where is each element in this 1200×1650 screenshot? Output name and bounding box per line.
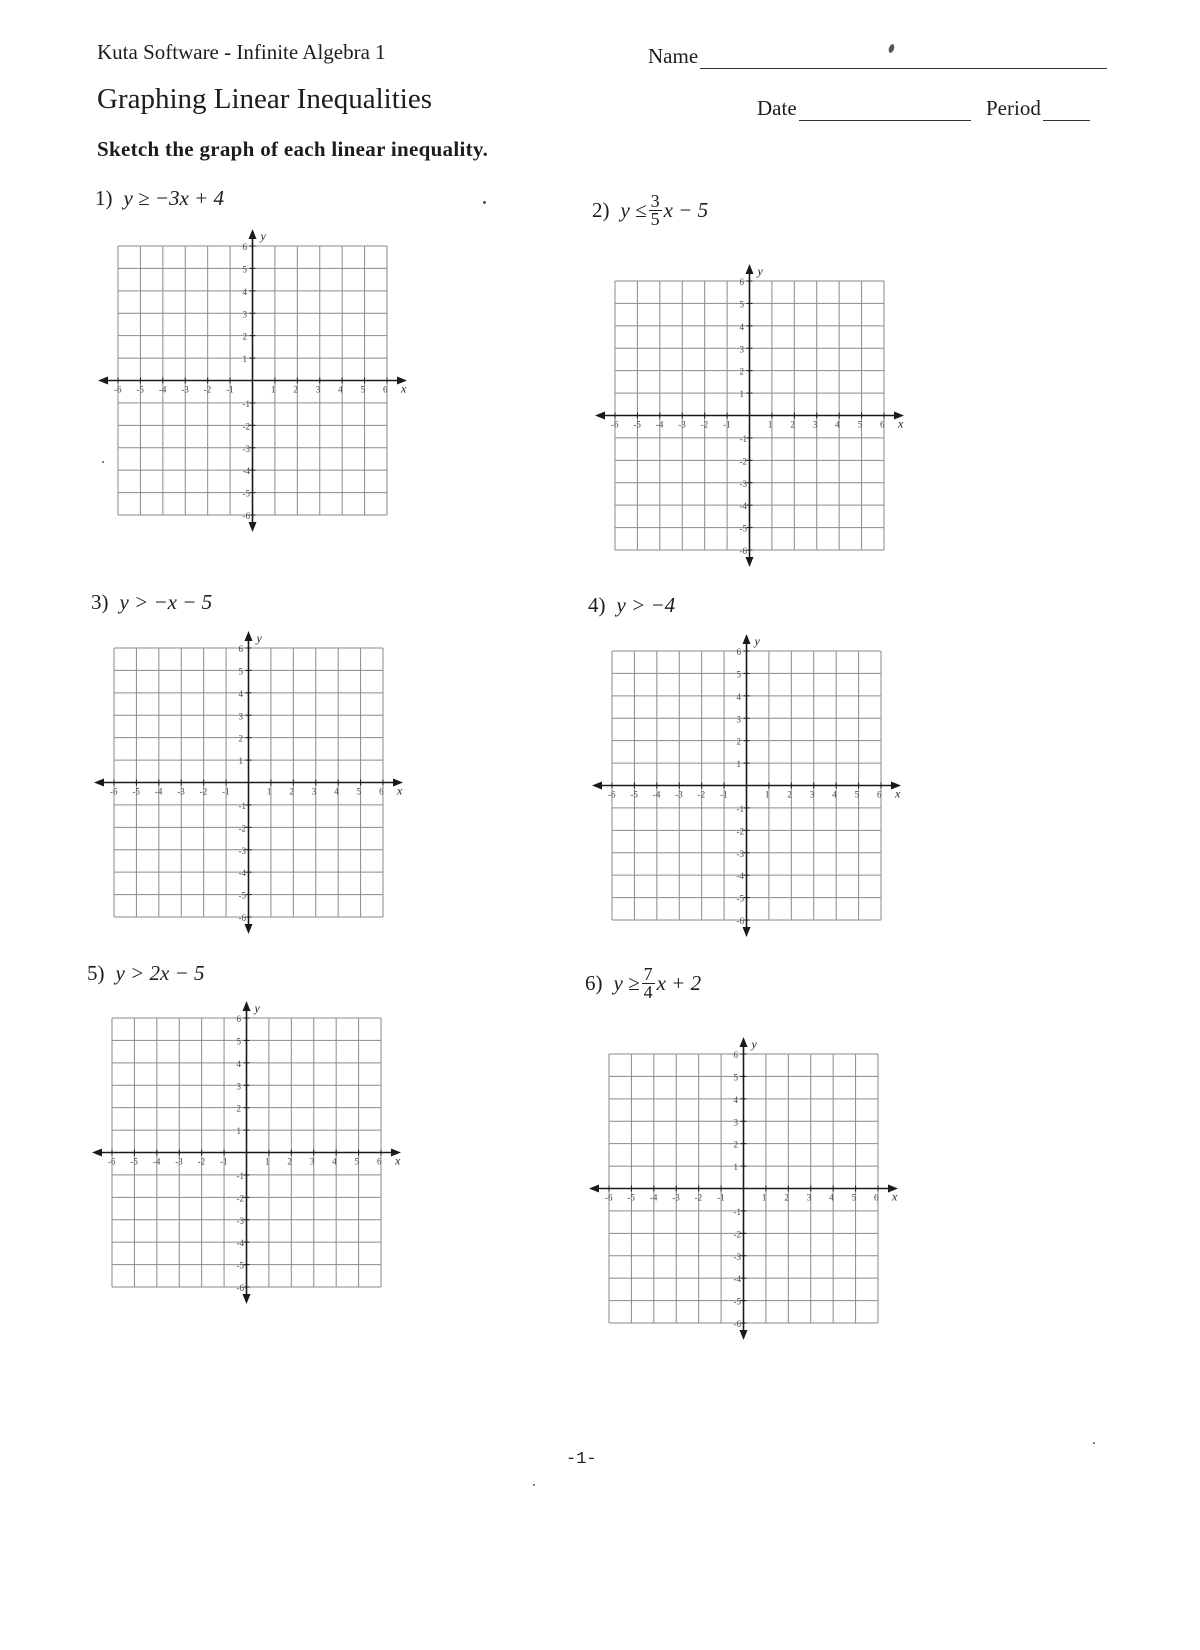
problem-4 — [588, 593, 675, 618]
x-tick-label: 6 — [874, 1192, 879, 1203]
y-tick-label: 6 — [238, 644, 243, 654]
x-tick-label: 3 — [809, 789, 815, 800]
y-tick-label: 2 — [739, 366, 744, 377]
name-line[interactable] — [700, 46, 1107, 69]
y-axis-label: y — [256, 631, 262, 645]
x-tick-label: -3 — [177, 786, 185, 797]
x-tick-label: 3 — [812, 419, 818, 430]
x-tick-label: -3 — [678, 419, 686, 430]
problem-number: 2) — [592, 198, 610, 222]
x-tick-label: -2 — [697, 789, 706, 800]
page-number: -1- — [566, 1450, 597, 1469]
x-tick-label: 6 — [880, 419, 885, 430]
y-axis-arrow-up — [249, 229, 257, 239]
y-axis-arrow-up — [243, 1001, 251, 1011]
x-tick-label: 3 — [315, 384, 321, 395]
period-label: Period — [986, 96, 1041, 120]
scan-speck — [1093, 1442, 1095, 1444]
y-tick-label: 5 — [733, 1072, 738, 1083]
y-tick-label: 1 — [236, 1126, 241, 1137]
x-axis-label: x — [895, 786, 901, 801]
y-tick-label: -2 — [236, 1193, 244, 1204]
y-tick-label: -5 — [242, 488, 250, 499]
x-tick-label: -5 — [136, 384, 144, 395]
y-axis-arrow-up — [740, 1037, 748, 1047]
instructions: Sketch the graph of each linear inequality. — [97, 137, 489, 161]
coordinate-plane — [96, 228, 415, 535]
y-tick-label: -6 — [736, 916, 744, 926]
problem-3 — [91, 590, 212, 615]
fraction — [642, 966, 655, 1001]
inequality: y ≥ — [613, 971, 640, 995]
coordinate-plane — [593, 263, 912, 570]
fraction-denominator: 5 — [650, 209, 660, 229]
x-tick-label: 2 — [293, 384, 298, 395]
x-tick-label: -3 — [675, 789, 683, 800]
x-tick-label: 1 — [761, 1192, 767, 1203]
fraction-denominator: 4 — [643, 982, 653, 1002]
fraction — [649, 193, 662, 228]
worksheet-title: Graphing Linear Inequalities — [97, 83, 432, 115]
x-tick-label: 6 — [877, 789, 882, 800]
y-tick-label: -3 — [736, 848, 744, 859]
x-axis-label: x — [892, 1189, 898, 1204]
x-tick-label: -1 — [723, 419, 731, 430]
inequality-rest: x − 5 — [663, 198, 709, 222]
coordinate-plane — [587, 1036, 906, 1343]
y-tick-label: -4 — [739, 501, 747, 512]
y-tick-label: -4 — [736, 871, 744, 882]
name-field[interactable] — [648, 44, 1107, 69]
y-tick-label: 6 — [236, 1014, 241, 1024]
y-tick-label: 5 — [739, 299, 744, 310]
x-tick-label: -3 — [672, 1192, 680, 1203]
y-tick-label: -3 — [236, 1215, 244, 1226]
coordinate-plane — [590, 633, 909, 940]
y-axis-arrow-down — [243, 1294, 251, 1304]
y-tick-label: -5 — [236, 1260, 244, 1271]
x-tick-label: -6 — [605, 1192, 613, 1203]
y-tick-label: 4 — [236, 1058, 241, 1069]
x-tick-label: -1 — [220, 1156, 228, 1167]
y-tick-label: 3 — [739, 344, 744, 355]
x-tick-label: -5 — [633, 419, 641, 430]
y-tick-label: -2 — [242, 421, 250, 432]
y-tick-label: 1 — [739, 389, 744, 400]
problem-number: 5) — [87, 961, 105, 985]
y-tick-label: 1 — [733, 1162, 738, 1173]
x-axis-label: x — [395, 1153, 401, 1168]
y-axis-arrow-up — [746, 264, 754, 274]
x-tick-label: -3 — [175, 1156, 183, 1167]
problem-number: 1) — [95, 186, 113, 210]
publisher-label: Kuta Software - Infinite Algebra 1 — [97, 40, 386, 64]
x-tick-label: 2 — [287, 1156, 292, 1167]
x-tick-label: -4 — [158, 384, 167, 395]
problem-number: 3) — [91, 590, 109, 614]
y-tick-label: -6 — [236, 1283, 244, 1293]
y-tick-label: -5 — [736, 893, 744, 904]
x-tick-label: 6 — [379, 786, 384, 797]
y-tick-label: -6 — [238, 913, 246, 923]
x-tick-label: 3 — [806, 1192, 812, 1203]
x-tick-label: 5 — [360, 384, 366, 395]
y-axis-label: y — [260, 229, 266, 243]
problem-number: 4) — [588, 593, 606, 617]
x-axis-arrow-left — [94, 779, 104, 787]
y-tick-label: 4 — [733, 1094, 738, 1105]
y-tick-label: 2 — [236, 1103, 241, 1114]
x-axis-label: x — [397, 783, 403, 798]
y-tick-label: 6 — [733, 1050, 738, 1060]
y-tick-label: 3 — [236, 1081, 241, 1092]
y-tick-label: -6 — [242, 511, 250, 521]
y-tick-label: -1 — [242, 398, 250, 409]
inequality: y > 2x − 5 — [115, 961, 205, 985]
y-tick-label: -2 — [733, 1229, 741, 1240]
x-tick-label: 3 — [309, 1156, 315, 1167]
period-line[interactable] — [1043, 98, 1090, 121]
x-axis-arrow-left — [592, 782, 602, 790]
scan-speck — [533, 1484, 535, 1486]
y-axis-arrow-down — [740, 1330, 748, 1340]
y-tick-label: 5 — [236, 1036, 241, 1047]
x-tick-label: -4 — [154, 786, 163, 797]
y-tick-label: 4 — [736, 691, 741, 702]
x-tick-label: 4 — [338, 384, 343, 395]
x-tick-label: -2 — [700, 419, 709, 430]
scan-speck — [483, 201, 486, 204]
graph-1[interactable] — [96, 228, 415, 535]
y-tick-label: 2 — [733, 1139, 738, 1150]
x-tick-label: 2 — [289, 786, 294, 797]
y-tick-label: -5 — [739, 523, 747, 534]
y-axis-label: y — [254, 1001, 260, 1015]
y-axis-arrow-down — [743, 927, 751, 937]
date-field[interactable] — [757, 96, 971, 121]
y-tick-label: 4 — [739, 321, 744, 332]
y-tick-label: -6 — [733, 1319, 741, 1329]
x-tick-label: 6 — [377, 1156, 382, 1167]
y-tick-label: 5 — [238, 666, 243, 677]
x-tick-label: 5 — [356, 786, 362, 797]
x-tick-label: 4 — [334, 786, 339, 797]
period-field[interactable] — [986, 96, 1090, 121]
x-tick-label: -2 — [197, 1156, 206, 1167]
y-tick-label: 5 — [242, 264, 247, 275]
x-tick-label: -5 — [130, 1156, 138, 1167]
y-tick-label: -1 — [238, 800, 246, 811]
y-tick-label: -2 — [739, 456, 747, 467]
x-tick-label: 5 — [857, 419, 863, 430]
y-tick-label: -3 — [733, 1251, 741, 1262]
y-tick-label: -3 — [242, 443, 250, 454]
x-tick-label: -5 — [627, 1192, 635, 1203]
y-tick-label: 1 — [242, 354, 247, 365]
y-tick-label: -4 — [733, 1274, 741, 1285]
x-tick-label: -1 — [717, 1192, 725, 1203]
y-tick-label: -2 — [736, 826, 744, 837]
inequality: y ≥ −3x + 4 — [123, 186, 225, 210]
x-tick-label: 1 — [270, 384, 276, 395]
y-tick-label: -1 — [236, 1170, 244, 1181]
y-axis-label: y — [754, 634, 760, 648]
x-tick-label: -6 — [114, 384, 122, 395]
graph-6[interactable] — [587, 1036, 906, 1343]
y-axis-arrow-up — [245, 631, 253, 641]
problem-1 — [95, 186, 224, 211]
y-tick-label: -4 — [236, 1238, 244, 1249]
x-tick-label: -2 — [203, 384, 212, 395]
y-tick-label: 6 — [736, 647, 741, 657]
x-tick-label: 4 — [829, 1192, 834, 1203]
x-axis-arrow-left — [595, 412, 605, 420]
x-tick-label: 3 — [311, 786, 317, 797]
y-tick-label: -6 — [739, 546, 747, 556]
x-tick-label: -5 — [630, 789, 638, 800]
y-tick-label: 2 — [238, 733, 243, 744]
x-tick-label: -1 — [720, 789, 728, 800]
graph-5[interactable] — [90, 1000, 409, 1307]
inequality-rest: x + 2 — [656, 971, 702, 995]
x-tick-label: 4 — [832, 789, 837, 800]
y-axis-arrow-up — [743, 634, 751, 644]
y-tick-label: -4 — [238, 868, 246, 879]
y-axis-arrow-down — [245, 924, 253, 934]
fraction-numerator: 7 — [643, 964, 653, 984]
y-tick-label: 2 — [242, 331, 247, 342]
x-tick-label: -6 — [110, 786, 118, 797]
x-axis-arrow-left — [92, 1149, 102, 1157]
graph-4[interactable] — [590, 633, 909, 940]
fraction-numerator: 3 — [650, 191, 660, 211]
inequality: y > −x − 5 — [119, 590, 213, 614]
x-tick-label: 1 — [767, 419, 773, 430]
x-tick-label: -2 — [199, 786, 208, 797]
x-tick-label: -6 — [608, 789, 616, 800]
date-label: Date — [757, 96, 797, 120]
problem-number: 6) — [585, 971, 603, 995]
problem-6 — [585, 966, 701, 1001]
x-axis-arrow-left — [98, 377, 108, 385]
y-axis-arrow-down — [746, 557, 754, 567]
y-tick-label: -1 — [733, 1206, 741, 1217]
y-tick-label: 1 — [238, 756, 243, 767]
x-axis-arrow-left — [589, 1185, 599, 1193]
y-tick-label: -4 — [242, 466, 250, 477]
name-label: Name — [648, 44, 699, 68]
y-axis-arrow-down — [249, 522, 257, 532]
y-tick-label: 4 — [242, 286, 247, 297]
y-tick-label: -3 — [238, 845, 246, 856]
scan-speck — [102, 461, 104, 463]
y-tick-label: 3 — [242, 309, 247, 320]
x-tick-label: 6 — [383, 384, 388, 395]
x-tick-label: 5 — [354, 1156, 360, 1167]
date-line[interactable] — [799, 98, 971, 121]
x-tick-label: -4 — [655, 419, 664, 430]
graph-2[interactable] — [593, 263, 912, 570]
x-tick-label: 5 — [854, 789, 860, 800]
y-tick-label: 6 — [242, 242, 247, 252]
y-axis-label: y — [751, 1037, 757, 1051]
y-tick-label: 6 — [739, 277, 744, 287]
y-tick-label: -1 — [736, 803, 744, 814]
x-tick-label: 5 — [851, 1192, 857, 1203]
y-tick-label: -1 — [739, 433, 747, 444]
x-tick-label: 4 — [332, 1156, 337, 1167]
x-tick-label: -4 — [649, 1192, 658, 1203]
coordinate-plane — [90, 1000, 409, 1307]
x-tick-label: -4 — [152, 1156, 161, 1167]
x-tick-label: 2 — [784, 1192, 789, 1203]
problem-2 — [592, 193, 708, 228]
y-tick-label: 4 — [238, 688, 243, 699]
inequality: y > −4 — [616, 593, 676, 617]
x-tick-label: -5 — [132, 786, 140, 797]
y-tick-label: 2 — [736, 736, 741, 747]
y-tick-label: -5 — [238, 890, 246, 901]
x-tick-label: -6 — [611, 419, 619, 430]
x-tick-label: 4 — [835, 419, 840, 430]
problem-5 — [87, 961, 204, 986]
x-tick-label: -6 — [108, 1156, 116, 1167]
x-tick-label: -1 — [222, 786, 230, 797]
x-axis-label: x — [898, 416, 904, 431]
inequality: y ≤ — [620, 198, 647, 222]
coordinate-plane — [92, 630, 411, 937]
y-axis-label: y — [757, 264, 763, 278]
x-tick-label: -1 — [226, 384, 234, 395]
y-tick-label: -5 — [733, 1296, 741, 1307]
x-tick-label: -3 — [181, 384, 189, 395]
x-tick-label: -4 — [652, 789, 661, 800]
x-tick-label: 2 — [787, 789, 792, 800]
x-tick-label: 1 — [764, 789, 770, 800]
y-tick-label: 1 — [736, 759, 741, 770]
graph-3[interactable] — [92, 630, 411, 937]
y-tick-label: -3 — [739, 478, 747, 489]
x-tick-label: -2 — [694, 1192, 703, 1203]
x-tick-label: 1 — [266, 786, 272, 797]
y-tick-label: 3 — [733, 1117, 738, 1128]
x-axis-label: x — [401, 381, 407, 396]
x-tick-label: 1 — [264, 1156, 270, 1167]
y-tick-label: 5 — [736, 669, 741, 680]
x-tick-label: 2 — [790, 419, 795, 430]
y-tick-label: 3 — [736, 714, 741, 725]
y-tick-label: 3 — [238, 711, 243, 722]
y-tick-label: -2 — [238, 823, 246, 834]
